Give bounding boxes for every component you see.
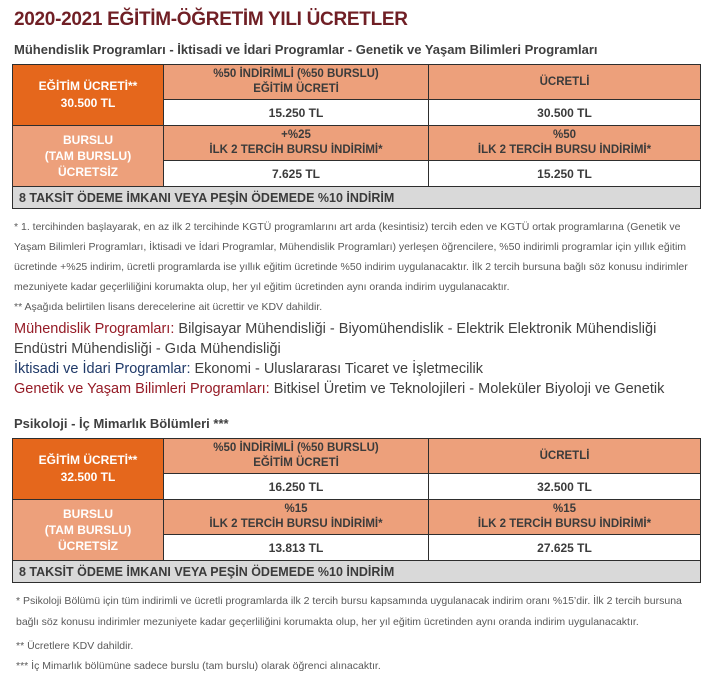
tuition-label: EĞİTİM ÜCRETİ** (38, 453, 138, 467)
discounted-bonus-header-cell (164, 126, 429, 161)
program-label-engineering: Mühendislik Programları: (14, 321, 175, 337)
scholarship-line2: (TAM BURSLU) (44, 523, 132, 537)
installment-note-row: 8 TAKSİT ÖDEME İMKANI VEYA PEŞİN ÖDEMEDE %10 İNDİRİM (13, 187, 701, 209)
footnote-ic-mimarlik: *** İç Mimarlık bölümüne sadece burslu (tam burslu) olarak öğrenci alınacaktır. (16, 660, 381, 672)
discounted-header-line1: %50 İNDİRİMLİ (%50 BURSLU) (213, 442, 379, 454)
scholarship-line1: BURSLU (63, 133, 113, 147)
tuition-fee-cell (13, 439, 164, 500)
program-line-genetics (14, 379, 700, 399)
program-lists (14, 319, 700, 399)
scholarship-cell (13, 126, 164, 187)
footnote-psikoloji: * Psikoloji Bölümü için tüm indirimli ve ücretli programlarda ilk 2 tercih bursu kapsamında uygulanacak indirim oranı %15’dir. İlk 2 tercih bursuna bağlı söz konusu indirimler mezuniyete kadar geçerliliğini korumakta olup, her yıl eğitim ücretinden aynı oranda indirim uygulanacaktır. (16, 595, 682, 628)
scholarship-line1: BURSLU (63, 507, 113, 521)
tuition-amount: 32.500 TL (60, 470, 116, 484)
paid-bonus-header-cell (429, 126, 701, 161)
scholarship-line2: (TAM BURSLU) (44, 149, 132, 163)
discounted-tuition-value: 16.250 TL (164, 474, 429, 500)
discounted-header-cell (164, 439, 429, 474)
discounted-header-cell (164, 65, 429, 100)
discounted-tuition-value: 15.250 TL (164, 100, 429, 126)
discounted-bonus-rate: +%25 (281, 129, 311, 141)
program-text-engineering: Bilgisayar Mühendisliği - Biyomühendislik - Elektrik Elektronik Mühendisliği Endüstri Mühendisliği - Gıda Mühendisliği (14, 321, 657, 357)
discounted-bonus-value: 7.625 TL (164, 161, 429, 187)
paid-bonus-rate: %15 (552, 503, 577, 515)
fee-table-psychology (12, 438, 701, 583)
paid-bonus-value: 15.250 TL (429, 161, 701, 187)
scholarship-line3: ÜCRETSİZ (58, 165, 118, 179)
installment-note-row: 8 TAKSİT ÖDEME İMKANI VEYA PEŞİN ÖDEMEDE %10 İNDİRİM (13, 561, 701, 583)
discounted-header-line2: EĞİTİM ÜCRETİ (253, 83, 339, 95)
page-title: 2020-2021 EĞİTİM-ÖĞRETİM YILI ÜCRETLER (14, 9, 408, 30)
program-label-economics: İktisadi ve İdari Programlar: (14, 361, 191, 377)
fee-table-engineering (12, 64, 701, 209)
discounted-header-line2: EĞİTİM ÜCRETİ (253, 457, 339, 469)
footnote-kdv-lisans: ** Aşağıda belirtilen lisans derecelerine ait ücrettir ve KDV dahildir. (14, 301, 323, 313)
program-line-economics (14, 359, 700, 379)
section1-subtitle: Mühendislik Programları - İktisadi ve İdari Programlar - Genetik ve Yaşam Bilimleri Programları (14, 42, 598, 57)
program-label-genetics: Genetik ve Yaşam Bilimleri Programları: (14, 381, 270, 397)
program-line-engineering (14, 319, 700, 359)
paid-bonus-label: İLK 2 TERCİH BURSU İNDİRİMİ* (477, 518, 652, 530)
tuition-label: EĞİTİM ÜCRETİ** (38, 79, 138, 93)
paid-header-cell: ÜCRETLİ (429, 439, 701, 474)
scholarship-cell (13, 500, 164, 561)
discounted-bonus-value: 13.813 TL (164, 535, 429, 561)
discounted-header-line1: %50 İNDİRİMLİ (%50 BURSLU) (213, 68, 379, 80)
tuition-amount: 30.500 TL (60, 96, 116, 110)
paid-tuition-value: 30.500 TL (429, 100, 701, 126)
discounted-bonus-header-cell (164, 500, 429, 535)
discounted-bonus-label: İLK 2 TERCİH BURSU İNDİRİMİ* (209, 144, 383, 156)
scholarship-line3: ÜCRETSİZ (58, 539, 118, 553)
paid-tuition-value: 32.500 TL (429, 474, 701, 500)
bottom-footnotes (14, 591, 698, 673)
paid-header-cell: ÜCRETLİ (429, 65, 701, 100)
tuition-fee-cell (13, 65, 164, 126)
section2-subtitle: Psikoloji - İç Mimarlık Bölümleri *** (14, 416, 229, 431)
footnote-tercih-bursu: * 1. tercihinden başlayarak, en az ilk 2 tercihinde KGTÜ programlarını art arda (kesintisiz) tercih eden ve KGTÜ ortak programlarına (Genetik ve Yaşam Bilimleri Programları, İktisadi ve İdari Programlar, Mühendislik Programları) yerleşen öğrencilere, %50 indirimli programlar için yıllık eğitim ücretinde +%25 indirim, ücretli programlarda ise yıllık eğitim ücretinde %50 indirim uygulanacaktır. İlk 2 tercih bursuna bağlı söz konusu indirimler mezuniyete kadar geçerliliğini korumakta olup, her yıl eğitim ücretinden aynı oranda indirim uygulanacaktır. (14, 221, 688, 293)
program-text-genetics: Bitkisel Üretim ve Teknolojileri - Moleküler Biyoloji ve Genetik (269, 381, 665, 397)
discounted-bonus-label: İLK 2 TERCİH BURSU İNDİRİMİ* (209, 518, 383, 530)
program-text-economics: Ekonomi - Uluslararası Ticaret ve İşletmecilik (190, 361, 483, 377)
paid-bonus-header-cell (429, 500, 701, 535)
paid-bonus-value: 27.625 TL (429, 535, 701, 561)
paid-bonus-rate: %50 (552, 129, 577, 141)
footnote-kdv: ** Ücretlere KDV dahildir. (16, 640, 134, 652)
paid-bonus-label: İLK 2 TERCİH BURSU İNDİRİMİ* (477, 144, 652, 156)
discounted-bonus-rate: %15 (284, 503, 308, 515)
